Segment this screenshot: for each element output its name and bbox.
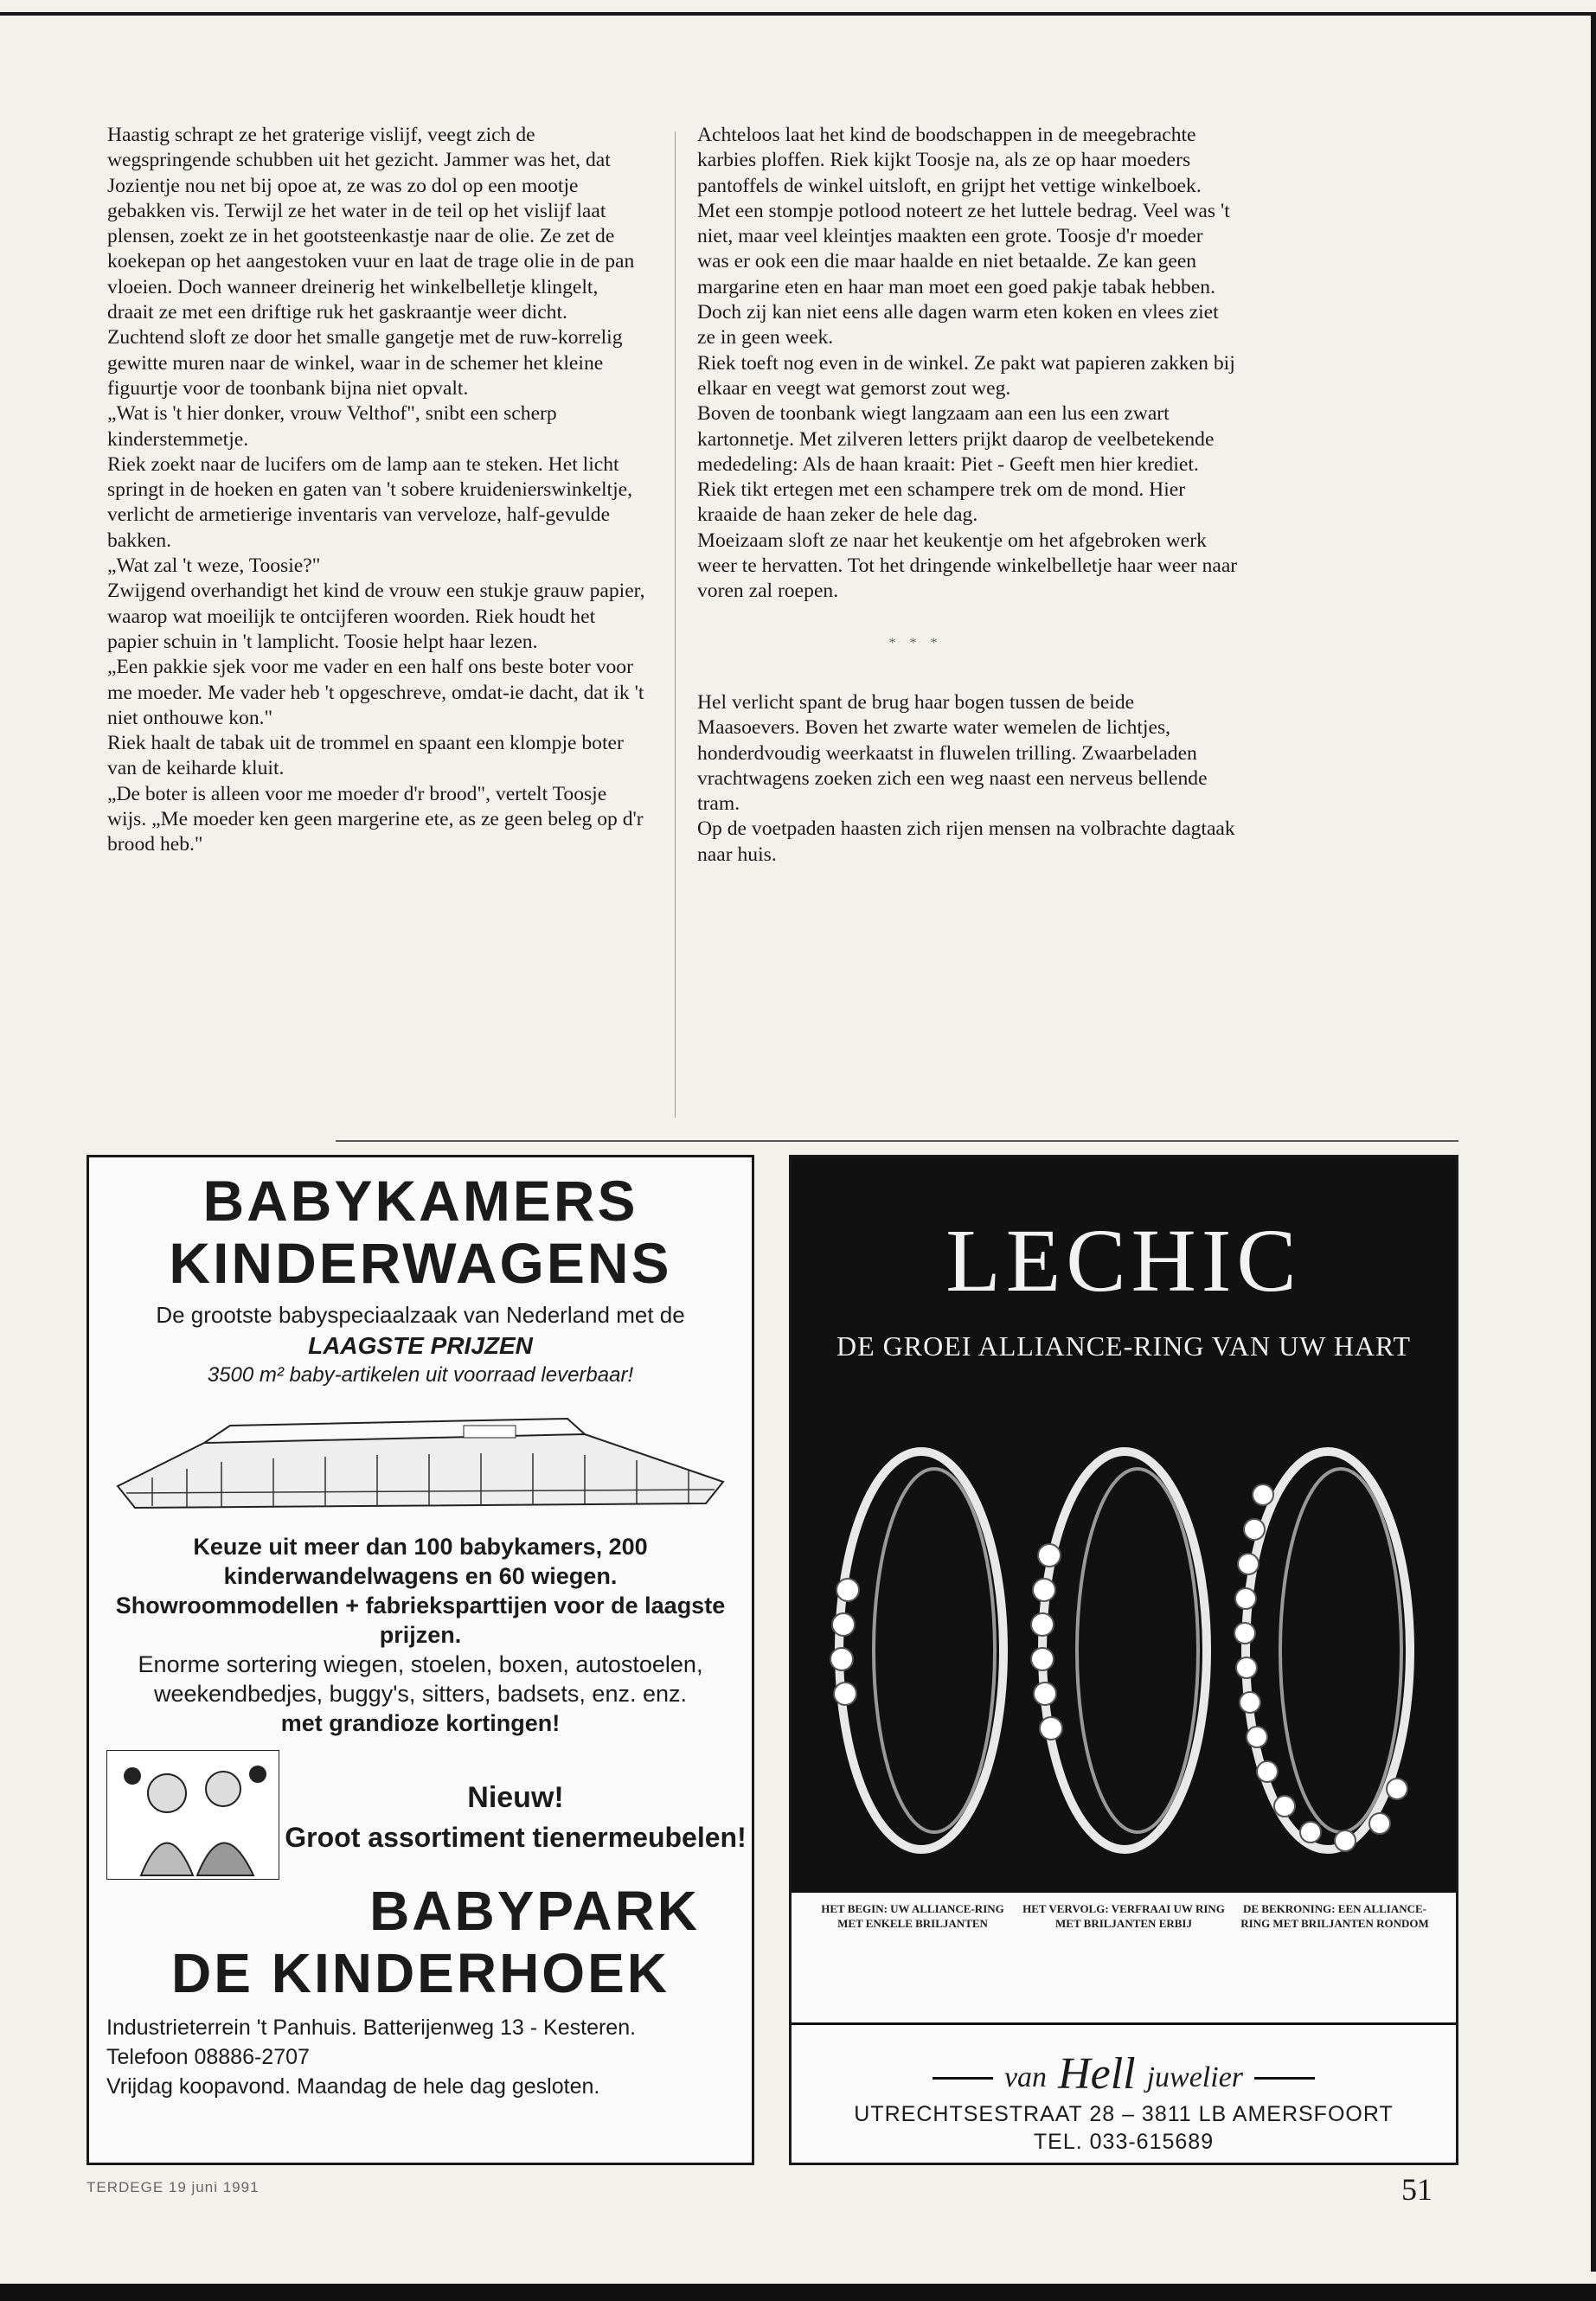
paragraph: Hel verlicht spant de brug haar bogen tussen de beide Maasoevers. Boven het zwarte water wemelen de lichtjes, honderdvoudig weerkaatst in fluwelen trilling. Zwaarbeladen vrachtwagens zoeken zich een weg naast een nerveus bellende tram. <box>697 690 1208 816</box>
ad-price-claim: LAAGSTE PRIJZEN <box>308 1332 533 1359</box>
jeweller-phone: TEL. 033-615689 <box>1033 2130 1215 2154</box>
paragraph: Riek zoekt naar de lucifers om de lamp aan te steken. Het licht springt in de hoeken en gaten van 't sobere kruidenierswinkeltje, verlicht de armetierige inventaris van verveloze, half-gevulde bakken. <box>107 452 633 552</box>
paragraph: „De boter is alleen voor me moeder d'r brood", vertelt Toosje wijs. „Me moeder ken geen margerine ete, as ze geen beleg op d'r brood heb." <box>107 782 644 856</box>
publication-source: TERDEGE 19 juni 1991 <box>87 2179 260 2195</box>
bottom-rule <box>0 2284 1596 2301</box>
paragraph: Haastig schrapt ze het graterige vislijf, veegt zich de wegspringende schubben uit het gezicht. Jammer was het, dat Jozientje nou net bij opoe at, ze was zo dol op een mootje gebakken vis. Terwijl ze het water in de teil op het vislijf laat plensen, zoekt ze in het gootsteenkastje naar de olie. Ze zet de koekepan op het aangestoken vuur en laat de trage olie in de pan vloeien. Doch wanneer dreinerig het winkelbelletje klingelt, draait ze met een driftige ruk het gaskraantje weer dicht. Zuchtend sloft ze door het smalle gangetje met de ruw-korrelig gewitte muren naar de winkel, waar in de schemer het kleine figuurtje voor de toonbank bijna niet opvalt. <box>107 124 635 400</box>
ring-caption: HET VERVOLG: VERFRAAI UW RING MET BRILJANTEN ERBIJ <box>1022 1902 1225 1930</box>
paragraph: Riek haalt de tabak uit de trommel en spaant een klompje boter van de keiharde kluit. <box>107 732 624 780</box>
paragraph: „Wat zal 't weze, Toosie?" <box>107 554 321 578</box>
page-number: 51 <box>1401 2172 1433 2207</box>
ad-new-label: Nieuw! <box>467 1781 564 1814</box>
top-rule <box>0 12 1596 16</box>
jeweller-logo-suffix: juwelier <box>1146 2061 1244 2094</box>
paragraph: „Wat is 't hier donker, vrouw Velthof", snibt een scherp kinderstemmetje. <box>107 402 557 451</box>
ad-headline: BABYKAMERS <box>202 1169 638 1233</box>
section-separator: * * * <box>888 635 943 651</box>
ad-hours: Vrijdag koopavond. Maandag de hele dag gesloten. <box>106 2074 600 2099</box>
jeweller-address <box>792 2100 1456 2156</box>
jeweller-logo <box>792 2048 1456 2099</box>
jeweller-logo-prefix: van <box>1003 2061 1048 2094</box>
chic-logo: LECHIC <box>945 1211 1302 1311</box>
paragraph: Moeizaam sloft ze naar het keukentje om het afgebroken werk weer te hervatten. Tot het dringende winkelbelletje haar weer naar voren zal roepen. <box>697 529 1238 603</box>
column-divider <box>675 131 676 1118</box>
ad-brand: BABYPARK <box>369 1880 700 1942</box>
ad-headline: KINDERWAGENS <box>169 1231 672 1295</box>
children-illustration <box>106 1750 279 1880</box>
chic-black-panel <box>792 1157 1456 1893</box>
paragraph: Achteloos laat het kind de boodschappen in de meegebrachte karbies ploffen. Riek kijkt Toosje na, als ze op haar moeders pantoffels de winkel uitsloft, en grijpt het vettige winkelboek. Met een stompje potlood noteert ze het luttele bedrag. Veel was 't niet, maar veel kleintjes maakten een grote. Toosje d'r moeder was er ook een die maar haalde en niet betaalde. Ze kan geen margarine eten en haar man moet een goed pakje tabak hebben. Doch zij kan niet eens alle dagen warm eten koken en vlees ziet ze in geen week. <box>697 124 1230 349</box>
alliance-rings-illustration <box>792 1417 1456 1867</box>
story-column-right <box>697 123 1238 868</box>
ad-address <box>106 2013 752 2101</box>
ring-caption: HET BEGIN: UW ALLIANCE-RING MET ENKELE BRILJANTEN <box>821 1902 1004 1930</box>
ad-address-line: Industrieterrein 't Panhuis. Batterijenweg 13 - Kesteren. <box>106 2016 637 2040</box>
paragraph: Boven de toonbank wiegt langzaam aan een lus een zwart kartonnetje. Met zilveren letters prijkt daarop de veelbetekende mededeling: Als de haan kraait: Piet - Geeft men hier krediet. <box>697 402 1215 476</box>
ad-discount-text: met grandioze kortingen! <box>280 1710 561 1736</box>
chic-tagline: DE GROEI ALLIANCE-RING VAN UW HART <box>836 1330 1412 1362</box>
paragraph: Riek toeft nog even in de winkel. Ze pakt wat papieren zakken bij elkaar en veegt wat gemorst zout weg. <box>697 351 1235 400</box>
store-building-illustration <box>100 1400 740 1521</box>
paragraph: Riek tikt ertegen met een schampere trek om de mond. Hier kraaide de haan zeker de hele dag. <box>697 478 1186 527</box>
right-page-edge <box>1591 12 1596 2272</box>
ad-range-text: Enorme sortering wiegen, stoelen, boxen, autostoelen, weekendbedjes, buggy's, sitters, badsets, enz. enz. <box>138 1651 703 1707</box>
section-rule <box>336 1140 1458 1142</box>
paragraph: „Een pakkie sjek voor me vader en een half ons beste boter voor me moeder. Me vader heb 't opgeschreve, omdat-ie dacht, dat ik 't niet onthouwe kon." <box>107 656 644 729</box>
ring-caption: DE BEKRONING: EEN ALLIANCE-RING MET BRILJANTEN RONDOM <box>1240 1902 1429 1930</box>
ring-captions <box>792 1901 1456 2005</box>
ad-stock-claim: 3500 m² baby-artikelen uit voorraad leverbaar! <box>207 1363 634 1387</box>
ad-assortment-text: Keuze uit meer dan 100 babykamers, 200 kinderwandelwagens en 60 wiegen. Showroommodellen + fabrieksparttijen voor de laagste prijzen. <box>115 1534 726 1648</box>
ad-subline: De grootste babyspeciaalzaak van Nederland met de <box>156 1302 685 1328</box>
jeweller-logo-name: Hell <box>1058 2049 1136 2099</box>
ad-phone: Telefoon 08886-2707 <box>106 2045 310 2069</box>
ad-brand: DE KINDERHOEK <box>171 1942 670 2004</box>
babypark-advertisement <box>87 1155 754 2165</box>
paragraph: Op de voetpaden haasten zich rijen mensen na volbrachte dagtaak naar huis. <box>697 817 1235 866</box>
jeweller-street: UTRECHTSESTRAAT 28 – 3811 LB AMERSFOORT <box>854 2102 1394 2126</box>
paragraph: Zwijgend overhandigt het kind de vrouw een stukje grauw papier, waarop wat moeilijk te ontcijferen woorden. Riek houdt het papier schuin in 't lamplicht. Toosie helpt haar lezen. <box>107 580 645 653</box>
story-column-left <box>107 123 648 858</box>
chic-separator <box>792 2022 1456 2025</box>
ad-teen-furniture: Groot assortiment tienermeubelen! <box>285 1822 747 1853</box>
lechic-advertisement <box>789 1155 1458 2165</box>
